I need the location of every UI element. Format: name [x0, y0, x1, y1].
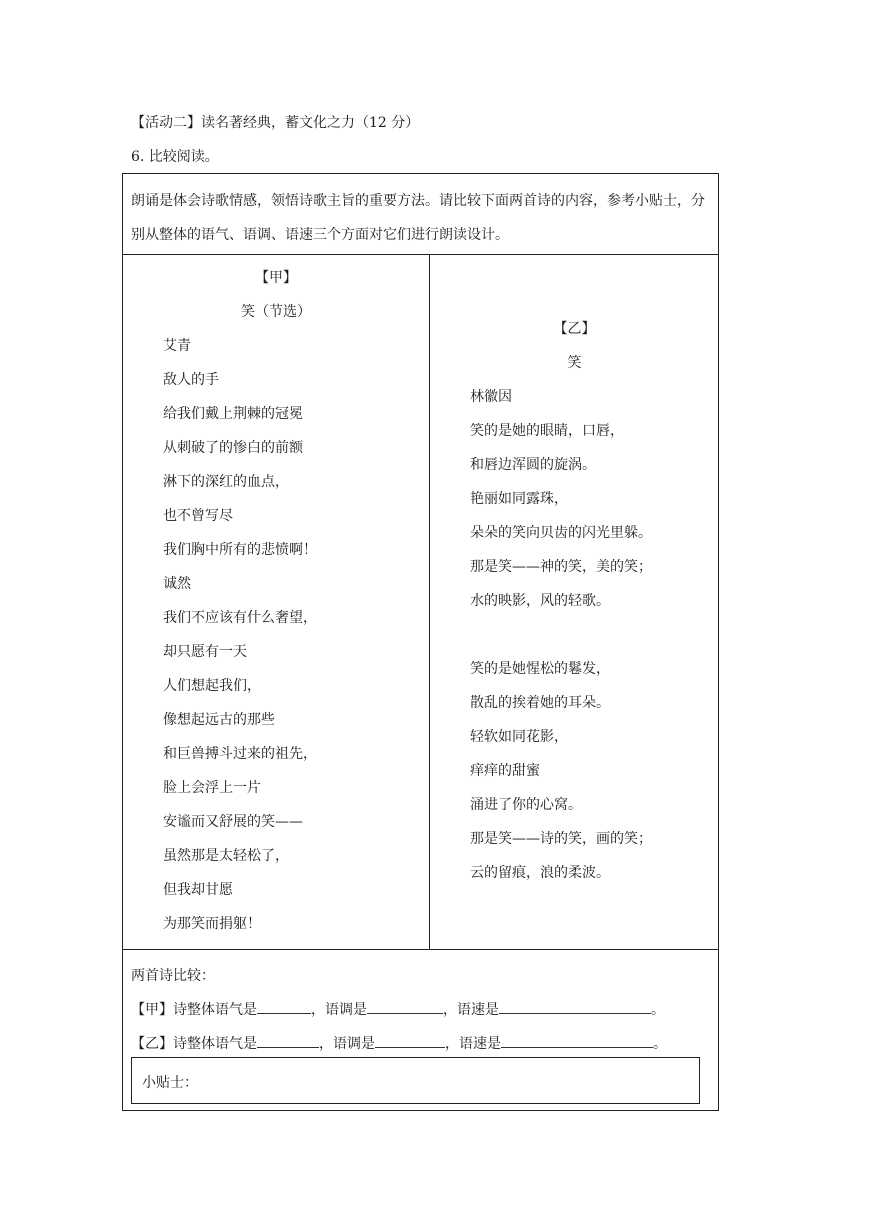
row-a-tone-blank[interactable]: [257, 999, 311, 1014]
comparison-label: 两首诗比较：: [131, 968, 215, 984]
poem-b-line: 轻软如同花影，: [470, 729, 568, 745]
poem-a-line: 像想起远古的那些: [163, 712, 275, 728]
poem-a-tag: 【甲】: [255, 270, 297, 286]
row-b-speed-blank[interactable]: [501, 1033, 653, 1048]
poem-a-line: 为那笑而捐躯！: [163, 916, 261, 932]
row-b-tone-label: ，语调是: [319, 1036, 375, 1052]
poem-a-line: 和巨兽搏斗过来的祖先，: [163, 746, 317, 762]
poem-a-line: 脸上会浮上一片: [163, 780, 261, 796]
poem-a-line: 也不曾写尽: [163, 508, 233, 524]
poem-b-line: 散乱的挨着她的耳朵。: [470, 695, 610, 711]
poem-b-line: 艳丽如同露珠，: [470, 491, 568, 507]
row-b-prefix: 【乙】诗整体语气是: [131, 1036, 257, 1052]
poem-a-line: 淋下的深红的血点，: [163, 474, 289, 490]
poem-b-line: 云的留痕，浪的柔波。: [470, 865, 610, 881]
poem-a-line: 却只愿有一天: [163, 644, 247, 660]
question-table: [122, 173, 719, 1111]
question-number: 6. 比较阅读。: [131, 149, 219, 165]
activity-heading: 【活动二】读名著经典，蓄文化之力（12 分）: [131, 115, 420, 131]
tips-box[interactable]: [131, 1057, 700, 1104]
row-a-pitch-blank[interactable]: [367, 999, 443, 1014]
poem-b-line: 那是笑——神的笑，美的笑；: [470, 559, 652, 575]
poem-b-tag: 【乙】: [553, 321, 596, 337]
poem-a-line: 敌人的手: [163, 372, 219, 388]
tips-label: 小贴士：: [142, 1075, 198, 1091]
poem-a-line: 我们胸中所有的悲愤啊！: [163, 542, 317, 558]
row-b-pitch-blank[interactable]: [375, 1033, 445, 1048]
poem-b-line: 朵朵的笑向贝齿的闪光里躲。: [470, 525, 652, 541]
poem-a-line: 虽然那是太轻松了，: [163, 848, 289, 864]
poem-b-line: 涌进了你的心窝。: [470, 797, 582, 813]
poem-a-author: 艾青: [163, 338, 191, 354]
poem-a-line: 诚然: [163, 576, 191, 592]
comparison-section: [131, 959, 667, 1061]
poem-a-title: 笑（节选）: [241, 304, 311, 320]
poem-b-line: 水的映影，风的轻歌。: [470, 593, 610, 609]
comparison-row-a: [131, 993, 667, 1027]
row-b-speed-label: ，语速是: [445, 1036, 501, 1052]
poem-a-line: 我们不应该有什么奢望，: [163, 610, 317, 626]
poem-b-line: 笑的是她的眼睛，口唇，: [470, 423, 624, 439]
poem-b-author: 林徽因: [470, 389, 512, 405]
poem-a-line: 人们想起我们，: [163, 678, 261, 694]
comparison-row-b: [131, 1027, 667, 1061]
divider-top: [123, 254, 718, 255]
poem-b-title: 笑: [567, 355, 582, 371]
poem-a-line: 从刺破了的惨白的前额: [163, 440, 303, 456]
poem-a-line: 但我却甘愿: [163, 882, 233, 898]
row-a-speed-blank[interactable]: [499, 999, 651, 1014]
poem-a-line: 安谧而又舒展的笑——: [163, 814, 303, 830]
intro-text: 朗诵是体会诗歌情感，领悟诗歌主旨的重要方法。请比较下面两首诗的内容，参考小贴士，分别从整体的语气、语调、语速三个方面对它们进行朗读设计。: [131, 193, 705, 243]
stanza-gap: [470, 618, 719, 652]
row-a-speed-label: ，语速是: [443, 1002, 499, 1018]
row-a-end: 。: [651, 1002, 665, 1018]
row-b-tone-blank[interactable]: [257, 1033, 319, 1048]
poem-a-line: 给我们戴上荆棘的冠冕: [163, 406, 303, 422]
divider-bottom: [123, 949, 718, 950]
row-a-prefix: 【甲】诗整体语气是: [131, 1002, 257, 1018]
poem-b-line: 笑的是她惺松的鬈发，: [470, 661, 610, 677]
poem-b-line: 那是笑——诗的笑，画的笑；: [470, 831, 652, 847]
row-b-end: 。: [653, 1036, 667, 1052]
poem-a: [123, 261, 429, 941]
poem-b: [430, 312, 719, 890]
row-a-tone-label: ，语调是: [311, 1002, 367, 1018]
poem-b-line: 和唇边浑圆的旋涡。: [470, 457, 596, 473]
poem-b-line: 痒痒的甜蜜: [470, 763, 540, 779]
